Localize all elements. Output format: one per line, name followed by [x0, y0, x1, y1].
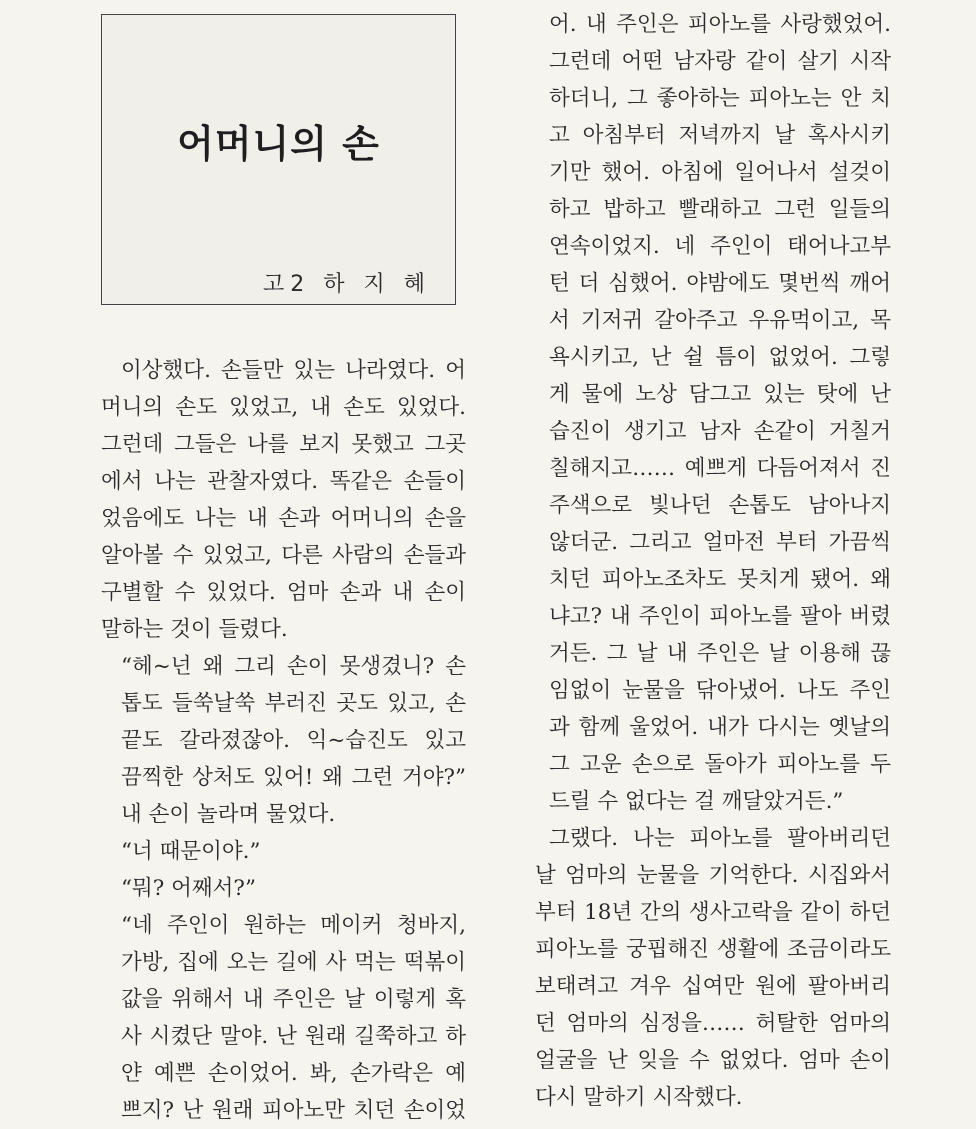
text-line: 구별할 수 있었다. 엄마 손과 내 손이: [101, 580, 466, 605]
text-line: 부터 18년 간의 생사고락을 같이 하던: [535, 900, 891, 925]
text-line: 었음에도 나는 내 손과 어머니의 손을: [101, 506, 466, 531]
text-line: 에서 나는 관찰자였다. 똑같은 손들이: [101, 469, 466, 494]
text-line: 알아볼 수 있었고, 다른 사람의 손들과: [101, 543, 466, 568]
text-line: 고 아침부터 저녁까지 날 혹사시키: [549, 123, 891, 148]
text-line: 턴 더 심했어. 야밤에도 몇번씩 깨어: [549, 271, 891, 296]
text-line: 이상했다. 손들만 있는 나라였다. 어: [121, 358, 466, 383]
text-line: 머니의 손도 있었고, 내 손도 있었다.: [101, 395, 466, 420]
text-line: 연속이었지. 네 주인이 태어나고부: [549, 234, 891, 259]
text-line: 습진이 생기고 남자 손같이 거칠거: [549, 419, 891, 444]
text-line: 그런데 그들은 나를 보지 못했고 그곳: [101, 432, 466, 457]
text-line: 그 고운 손으로 돌아가 피아노를 두: [549, 752, 891, 777]
text-line: 냐고? 내 주인이 피아노를 팔아 버렸: [549, 604, 891, 629]
text-line: 칠해지고…… 예쁘게 다듬어져서 진: [549, 456, 891, 481]
text-line: 과 함께 울었어. 내가 다시는 옛날의: [549, 715, 891, 740]
text-line: 주색으로 빛나던 손톱도 남아나지: [549, 493, 891, 518]
author-byline: 고2 하 지 혜: [263, 272, 431, 297]
text-line: 서 기저귀 갈아주고 우유먹이고, 목: [549, 308, 891, 333]
text-line: 욕시키고, 난 쉴 틈이 없었어. 그렇: [549, 345, 891, 370]
text-line: 하고 밥하고 빨래하고 그런 일들의: [549, 197, 891, 222]
text-line: “네 주인이 원하는 메이커 청바지,: [121, 913, 466, 938]
text-line: 치던 피아노조차도 못치게 됐어. 왜: [549, 567, 891, 592]
text-line: 않더군. 그리고 얼마전 부터 가끔씩: [549, 530, 891, 555]
text-line: 날 엄마의 눈물을 기억한다. 시집와서: [535, 863, 891, 888]
text-line: 값을 위해서 내 주인은 날 이렇게 혹: [121, 987, 466, 1012]
text-line: “너 때문이야.”: [121, 839, 261, 864]
text-line: 기만 했어. 아침에 일어나서 설겆이: [549, 160, 891, 185]
text-line: 드릴 수 없다는 걸 깨달았거든.”: [549, 789, 844, 814]
text-line: 끔찍한 상처도 있어! 왜 그런 거야?”: [121, 765, 466, 790]
title-box: [101, 14, 456, 305]
text-line: 내 손이 놀라며 물었다.: [121, 802, 336, 827]
text-line: 쁘지? 난 원래 피아노만 치던 손이었: [121, 1098, 466, 1123]
text-line: 보태려고 겨우 십여만 원에 팔아버리: [535, 974, 891, 999]
text-line: 얼굴을 난 잊을 수 없었다. 엄마 손이: [535, 1048, 891, 1073]
text-line: 사 시켰단 말야. 난 원래 길쭉하고 하: [121, 1024, 466, 1049]
text-line: 말하는 것이 들렸다.: [101, 617, 288, 642]
text-line: 얀 예쁜 손이었어. 봐, 손가락은 예: [121, 1061, 466, 1086]
right-column: [535, 6, 891, 1116]
left-column: [101, 352, 466, 1129]
text-line: 피아노를 궁핍해진 생활에 조금이라도: [535, 937, 891, 962]
text-line: 하더니, 그 좋아하는 피아노는 안 치: [549, 86, 891, 111]
text-line: 톱도 들쑥날쑥 부러진 곳도 있고, 손: [121, 691, 466, 716]
text-line: 그런데 어떤 남자랑 같이 살기 시작: [549, 49, 891, 74]
text-line: 던 엄마의 심정을…… 허탈한 엄마의: [535, 1011, 891, 1036]
text-line: “뭐? 어째서?”: [121, 876, 256, 901]
text-line: 그랬다. 나는 피아노를 팔아버리던: [549, 826, 891, 851]
essay-title: 어머니의 손: [177, 122, 380, 166]
text-line: 거든. 그 날 내 주인은 날 이용해 끊: [549, 641, 891, 666]
text-line: “헤~넌 왜 그리 손이 못생겼니? 손: [121, 654, 466, 679]
text-line: 어. 내 주인은 피아노를 사랑했었어.: [549, 12, 891, 37]
text-line: 끝도 갈라졌잖아. 익~습진도 있고: [121, 728, 466, 753]
text-line: 임없이 눈물을 닦아냈어. 나도 주인: [549, 678, 891, 703]
text-line: 다시 말하기 시작했다.: [535, 1085, 743, 1110]
text-line: 게 물에 노상 담그고 있는 탓에 난: [549, 382, 891, 407]
text-line: 가방, 집에 오는 길에 사 먹는 떡볶이: [121, 950, 466, 975]
